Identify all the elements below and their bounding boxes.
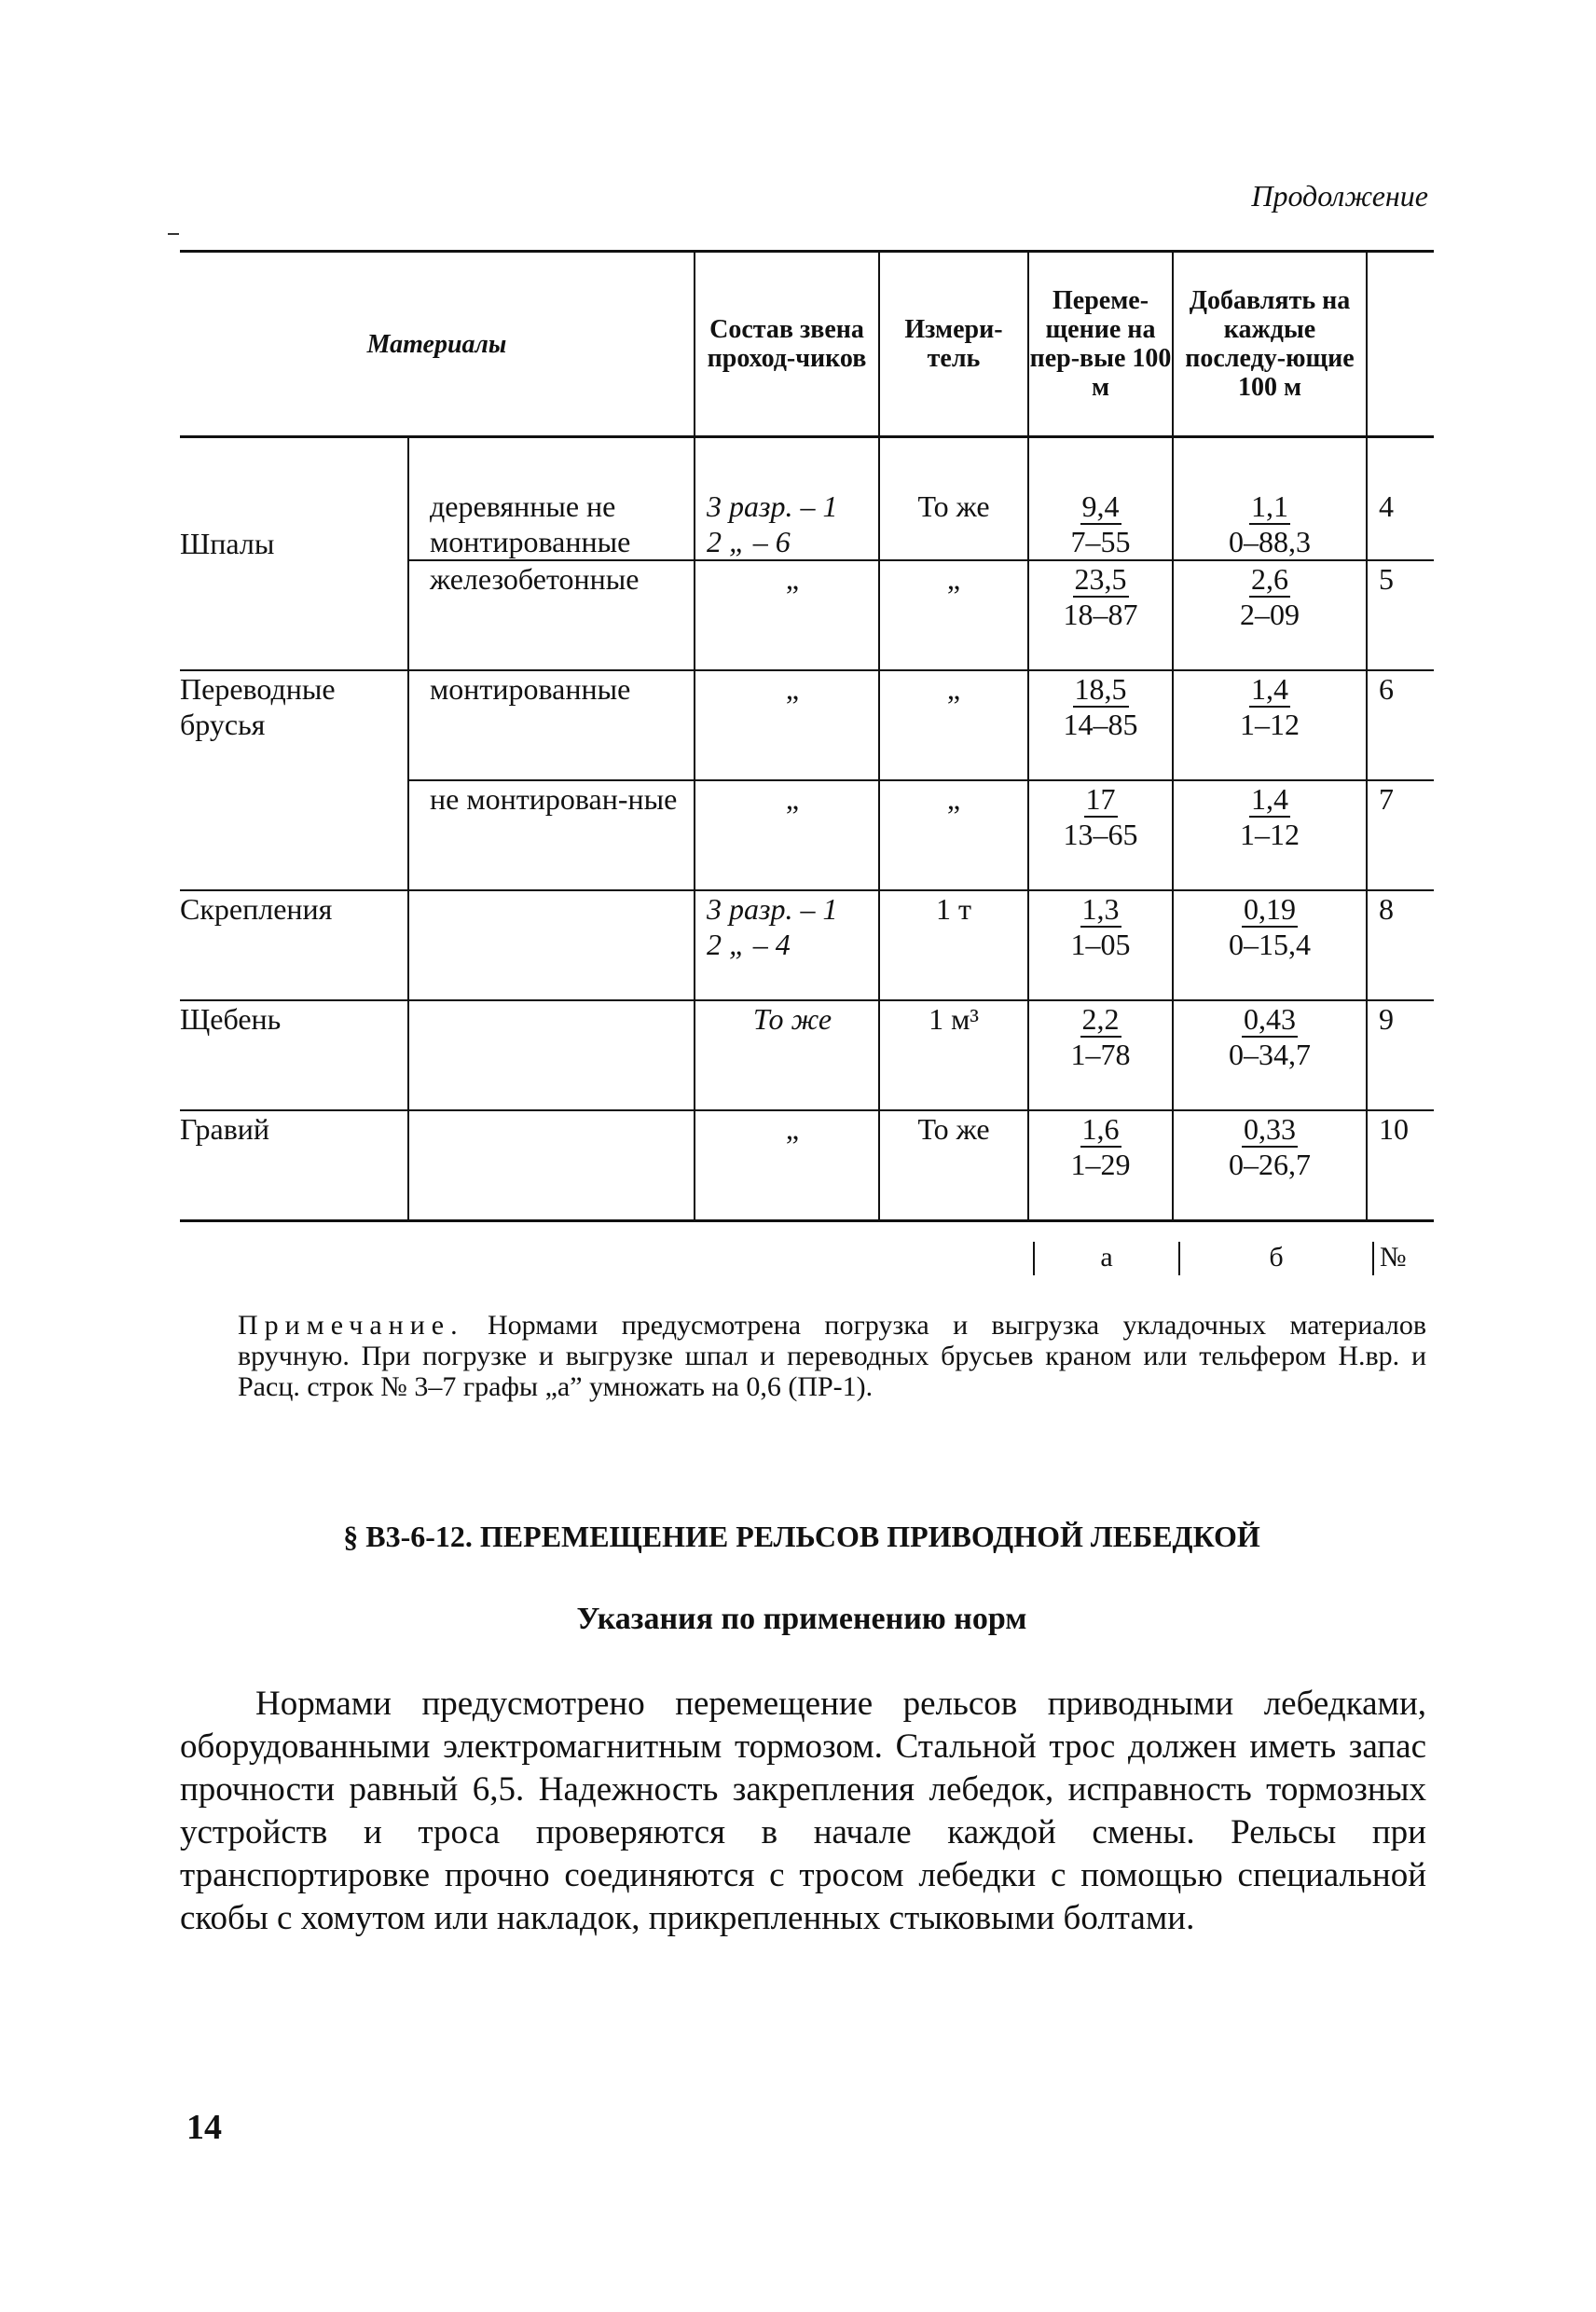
rate-b-cell — [1173, 560, 1367, 670]
table-row — [180, 890, 1434, 1000]
rate-a-cell — [1028, 890, 1173, 1000]
rate-b-cell — [1173, 1110, 1367, 1221]
header-add-each: Добавлять на каждые последу-ющие 100 м — [1173, 252, 1367, 437]
rate-a-norm: 9,4 — [1081, 489, 1120, 523]
rate-b-price: 0–34,7 — [1229, 1038, 1311, 1071]
rate-a-norm: 17 — [1085, 782, 1116, 816]
material-sub — [408, 1000, 695, 1110]
material-label: Переводные брусья — [180, 672, 336, 741]
rate-a-price: 14–85 — [1063, 708, 1138, 741]
material-cell — [180, 670, 408, 890]
rate-b-norm: 0,43 — [1244, 1002, 1296, 1036]
meter-cell: То же — [879, 1110, 1028, 1221]
note-label: Примечание. — [238, 1310, 464, 1341]
ditto-mark: „ — [785, 782, 800, 816]
rate-b-norm: 1,4 — [1251, 672, 1288, 706]
crew-cell — [695, 560, 879, 670]
ditto-mark: „ — [785, 562, 800, 596]
crew-cell — [695, 1000, 879, 1110]
header-materials: Материалы — [180, 252, 695, 437]
crew-same: То же — [752, 1002, 832, 1036]
rate-a-norm: 1,3 — [1081, 892, 1120, 926]
rate-a-cell — [1028, 560, 1173, 670]
ditto-mark: „ — [785, 672, 800, 706]
rate-a-cell — [1028, 437, 1173, 561]
crew-cell — [695, 437, 879, 561]
rate-b-price: 2–09 — [1240, 598, 1300, 631]
row-number: 6 — [1367, 670, 1434, 780]
meter-cell: „ — [879, 560, 1028, 670]
row-number: 10 — [1367, 1110, 1434, 1221]
row-number: 4 — [1367, 437, 1434, 561]
header-sostav: Состав звена проход-чиков — [695, 252, 879, 437]
material-label: Скрепления — [180, 892, 333, 926]
table-row — [180, 437, 1434, 561]
table-row — [180, 1000, 1434, 1110]
rate-b-cell — [1173, 1000, 1367, 1110]
rate-a-price: 1–05 — [1070, 928, 1131, 961]
meter-cell: 1 т — [879, 890, 1028, 1000]
ditto-mark: „ — [785, 1112, 800, 1146]
table-row — [180, 670, 1434, 780]
note-text: Нормами предусмотрена погрузка и выгрузка укладочных материалов вручную. При погрузке и выгрузке шпал и переводных брусьев краном или тельфером Н.вр. и Расц. строк № 3–7 графы „а” умножать на 0,6 (ПР-1). — [238, 1310, 1426, 1402]
rate-a-price: 18–87 — [1063, 598, 1138, 631]
rate-b-norm: 1,4 — [1251, 782, 1288, 816]
material-sub: деревянные не монтированные — [408, 437, 695, 561]
section-subtitle: Указания по применению норм — [576, 1602, 1027, 1636]
rate-a-norm: 1,6 — [1081, 1112, 1120, 1146]
meter-cell: „ — [879, 780, 1028, 890]
material-sub — [408, 1110, 695, 1221]
rate-b-norm: 2,6 — [1251, 562, 1288, 596]
crew-line-1: 3 разр. – 1 — [707, 489, 838, 523]
rate-b-cell — [1173, 780, 1367, 890]
header-meter: Измери-тель — [879, 252, 1028, 437]
rate-b-cell — [1173, 670, 1367, 780]
norms-table — [180, 250, 1434, 1222]
table-note — [238, 1310, 1426, 1402]
material-cell — [180, 1110, 408, 1221]
rate-b-price: 0–26,7 — [1229, 1148, 1311, 1181]
body-paragraph: Нормами предусмотрено перемещение рельсов приводными лебедками, оборудованными электромагнитным тормозом. Стальной трос должен иметь запас прочности равный 6,5. Надежность закрепления лебедок, исправность тормозных устройств и троса проверяются в начале каждой смены. Рельсы при транспортировке прочно соединяются с тросом лебедки с помощью специальной скобы с хомутом или накладок, прикрепленных стыковыми болтами. — [180, 1685, 1426, 1937]
header-number-col — [1367, 252, 1434, 437]
material-label: Гравий — [180, 1112, 270, 1146]
column-index-no: № — [1380, 1242, 1407, 1273]
crew-cell — [695, 1110, 879, 1221]
rate-a-cell — [1028, 670, 1173, 780]
section-title: § В3-6-12. ПЕРЕМЕЩЕНИЕ РЕЛЬСОВ ПРИВОДНОЙ ЛЕБЕДКОЙ — [343, 1520, 1260, 1553]
table-row — [180, 1110, 1434, 1221]
rate-a-price: 7–55 — [1070, 525, 1131, 558]
rate-a-norm: 2,2 — [1081, 1002, 1120, 1036]
crew-cell — [695, 890, 879, 1000]
material-label: Шпалы — [180, 527, 275, 560]
rate-b-price: 0–15,4 — [1229, 928, 1311, 961]
crew-line-1: 3 разр. – 1 — [707, 892, 838, 926]
header-move-first: Переме-щение на пер-вые 100 м — [1028, 252, 1173, 437]
rate-a-cell — [1028, 1000, 1173, 1110]
crew-line-2: 2 „ – 4 — [707, 928, 791, 961]
crew-cell — [695, 670, 879, 780]
rate-a-norm: 23,5 — [1074, 562, 1127, 596]
meter-cell: „ — [879, 670, 1028, 780]
rate-a-price: 1–29 — [1070, 1148, 1131, 1181]
column-index-a: а — [1100, 1242, 1113, 1273]
material-cell — [180, 890, 408, 1000]
rate-a-price: 1–78 — [1070, 1038, 1131, 1071]
rate-a-cell — [1028, 1110, 1173, 1221]
material-label: Щебень — [180, 1002, 282, 1036]
rate-b-cell — [1173, 890, 1367, 1000]
row-number: 5 — [1367, 560, 1434, 670]
material-cell — [180, 437, 408, 671]
page-number: 14 — [186, 2108, 222, 2147]
rate-a-cell — [1028, 780, 1173, 890]
material-sub — [408, 890, 695, 1000]
material-sub: не монтирован-ные — [408, 780, 695, 890]
row-number: 7 — [1367, 780, 1434, 890]
material-sub: железобетонные — [408, 560, 695, 670]
rate-b-price: 0–88,3 — [1229, 525, 1311, 558]
continuation-label: Продолжение — [1251, 179, 1428, 213]
meter-cell: То же — [879, 437, 1028, 561]
crew-line-2: 2 „ – 6 — [707, 525, 791, 558]
material-cell — [180, 1000, 408, 1110]
row-number: 9 — [1367, 1000, 1434, 1110]
rate-a-norm: 18,5 — [1074, 672, 1127, 706]
table-header-row — [180, 252, 1434, 437]
margin-mark — [168, 233, 179, 235]
rate-b-cell — [1173, 437, 1367, 561]
column-index-b: б — [1269, 1242, 1284, 1273]
rate-b-price: 1–12 — [1240, 708, 1300, 741]
rate-b-norm: 1,1 — [1251, 489, 1288, 523]
rate-a-price: 13–65 — [1063, 818, 1138, 851]
column-index-row — [0, 1242, 1596, 1288]
crew-cell — [695, 780, 879, 890]
rate-b-price: 1–12 — [1240, 818, 1300, 851]
row-number: 8 — [1367, 890, 1434, 1000]
material-sub: монтированные — [408, 670, 695, 780]
rate-b-norm: 0,19 — [1244, 892, 1296, 926]
rate-b-norm: 0,33 — [1244, 1112, 1296, 1146]
meter-cell: 1 м³ — [879, 1000, 1028, 1110]
